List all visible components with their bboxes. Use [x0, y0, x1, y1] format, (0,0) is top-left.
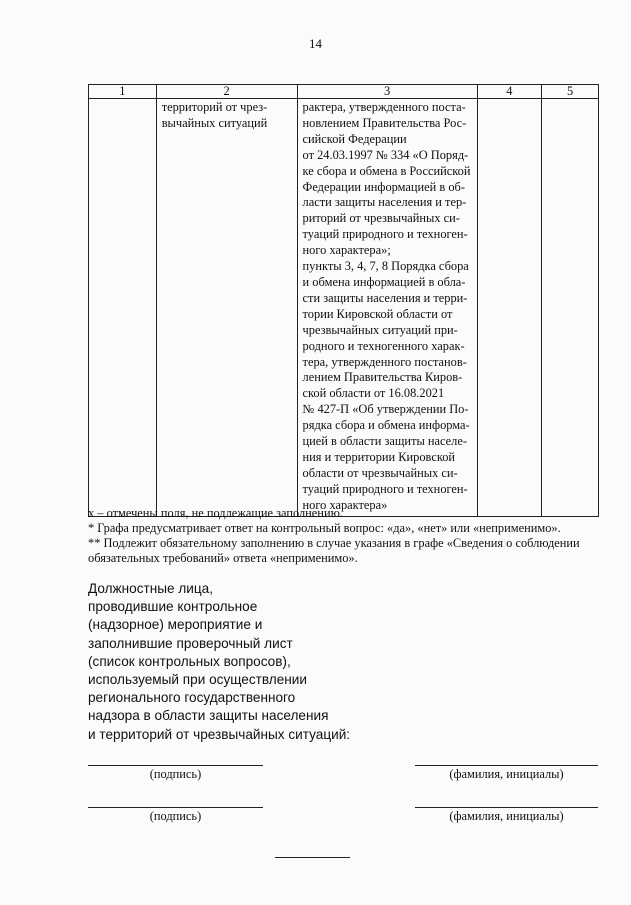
- requirement-line: туаций природного и техноген-: [302, 481, 468, 496]
- requirement-line: чрезвычайных ситуаций при-: [302, 322, 458, 337]
- requirement-line: сти защиты населения и терри-: [302, 290, 468, 305]
- officials-line: Должностные лица,: [88, 581, 213, 596]
- requirement-line: области от чрезвычайных си-: [302, 465, 458, 480]
- column-header-5: 5: [542, 85, 599, 99]
- officials-line: (список контрольных вопросов),: [88, 653, 291, 669]
- requirement-line: рядка сбора и обмена информа-: [302, 418, 470, 433]
- requirement-line: ного характера»;: [302, 243, 391, 258]
- name-line-2: [415, 807, 598, 808]
- signature-label-1: (подпись): [149, 767, 202, 781]
- name-label-2: (фамилия, инициалы): [449, 809, 564, 823]
- officials-line: используемый при осуществлении: [88, 672, 307, 688]
- requirement-line: и обмена информацией в обла-: [302, 274, 466, 289]
- officials-line: и территорий от чрезвычайных ситуаций:: [88, 726, 351, 742]
- table-row: [89, 99, 599, 517]
- requirement-line: ния и территории Кировской: [302, 449, 456, 464]
- end-rule: [275, 857, 350, 858]
- requirement-line: лением Правительства Киров-: [302, 370, 463, 385]
- cell-requirements: [297, 99, 477, 517]
- requirement-line: рактера, утвержденного поста-: [302, 100, 466, 114]
- signature-line-1: [88, 765, 263, 766]
- cell-question: [156, 99, 297, 517]
- requirement-line: тера, утвержденного постанов-: [302, 354, 467, 369]
- cell-answer: [477, 99, 542, 517]
- column-header-3: 3: [297, 85, 477, 99]
- requirement-line: № 427-П «Об утверждении По-: [302, 402, 469, 417]
- footnote-asterisk: * Графа предусматривает ответ на контрольный вопрос: «да», «нет» или «неприменимо».: [88, 521, 561, 535]
- requirement-line: пункты 3, 4, 7, 8 Порядка сбора: [302, 259, 469, 274]
- signature-label-2: (подпись): [149, 809, 202, 823]
- footnote-double-asterisk: ** Подлежит обязательному заполнению в случае указания в графе «Сведения о соблюдении: [88, 536, 580, 550]
- requirement-line: тории Кировской области от: [302, 306, 453, 321]
- officials-line: регионального государственного: [88, 690, 296, 706]
- requirement-line: родного и техногенного харак-: [302, 338, 465, 353]
- question-line: территорий от чрез-: [161, 100, 268, 114]
- officials-line: надзора в области защиты населения: [88, 708, 329, 724]
- footnotes: [88, 506, 608, 566]
- column-header-2: 2: [156, 85, 297, 99]
- requirement-line: Федерации информацией в об-: [302, 179, 465, 194]
- officials-block: [88, 580, 350, 744]
- footnote-double-asterisk-cont: обязательных требований» ответа «неприменимо».: [88, 551, 358, 565]
- question-text: [157, 99, 297, 132]
- cell-comment: [542, 99, 599, 517]
- requirements-text: [298, 99, 477, 516]
- requirement-line: ного характера»: [302, 497, 388, 512]
- officials-line: проводившие контрольное: [88, 599, 258, 615]
- officials-line: (надзорное) мероприятие и: [88, 617, 263, 633]
- column-header-4: 4: [477, 85, 542, 99]
- cell-number: [89, 99, 157, 517]
- requirement-line: ке сбора и обмена в Российской: [302, 163, 471, 178]
- requirement-line: риторий от чрезвычайных си-: [302, 211, 460, 226]
- requirement-line: цией в области защиты населе-: [302, 434, 467, 449]
- name-label-1: (фамилия, инициалы): [449, 767, 564, 781]
- question-line: вычайных ситуаций: [161, 115, 268, 130]
- table-header-row: [89, 85, 599, 99]
- requirement-line: ской области от 16.08.2021: [302, 386, 445, 401]
- requirement-line: сийской Федерации: [302, 131, 407, 146]
- requirement-line: от 24.03.1997 № 334 «О Поряд-: [302, 147, 469, 162]
- name-line-1: [415, 765, 598, 766]
- signature-line-2: [88, 807, 263, 808]
- requirement-line: туаций природного и техноген-: [302, 227, 468, 242]
- column-header-1: 1: [89, 85, 157, 99]
- checklist-table: [88, 84, 599, 517]
- requirement-line: новлением Правительства Рос-: [302, 115, 467, 130]
- officials-line: заполнившие проверочный лист: [88, 635, 293, 651]
- requirement-line: ласти защиты населения и тер-: [302, 195, 467, 210]
- footnote-x: х – отмечены поля, не подлежащие заполнению.: [88, 506, 343, 520]
- page-number: 14: [309, 36, 322, 51]
